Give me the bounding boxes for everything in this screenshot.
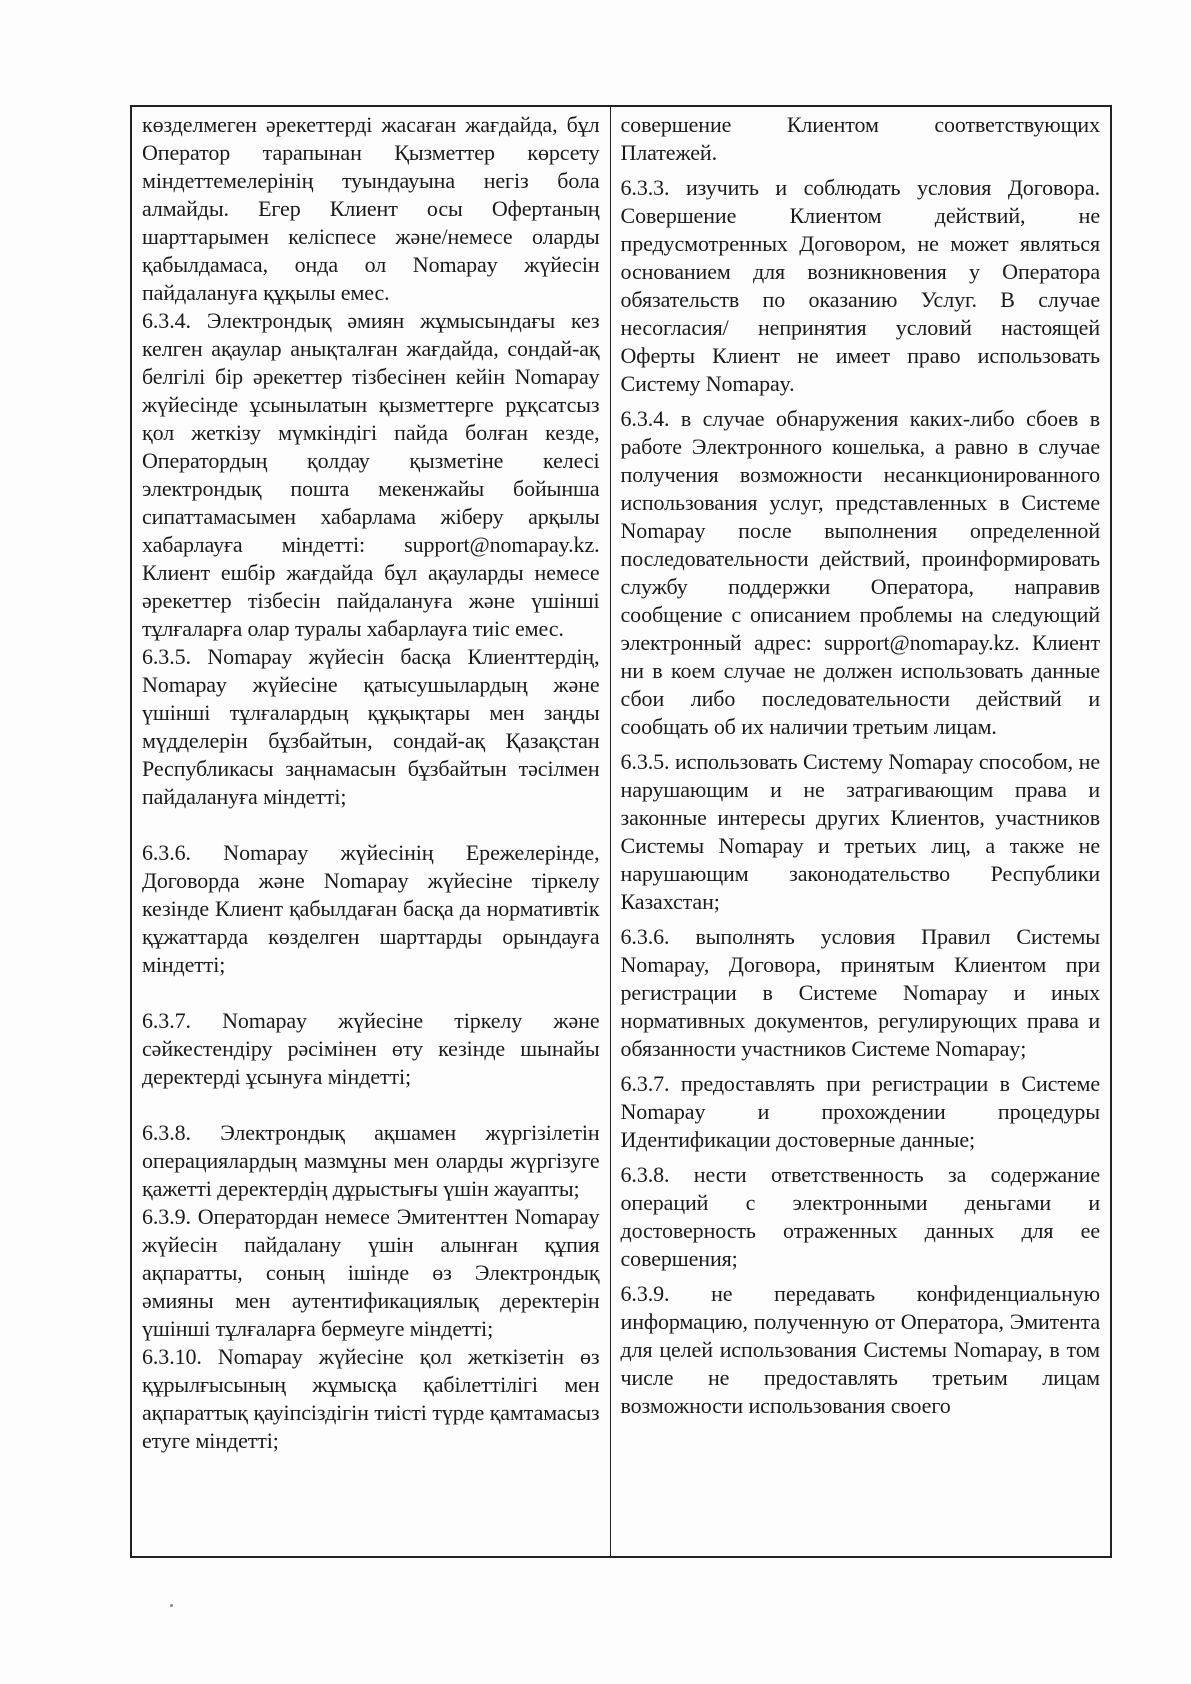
- ru-paragraph-continuation: совершение Клиентом соответствующих Платежей.: [620, 112, 1100, 165]
- kz-paragraph-6-3-8: 6.3.8. Электрондық ақшамен жүргізілетін операциялардың мазмұны мен оларды жүргізуге қажетті деректердің дұрыстығы үшін жауапты;: [142, 1120, 600, 1201]
- kz-paragraph-6-3-10: 6.3.10. Nomapay жүйесіне қол жеткізетін өз құрылғысының жұмысқа қабілеттілігі мен ақпараттық қауіпсіздігін тиісті түрде қамтамасыз етуге міндетті;: [142, 1344, 600, 1453]
- ru-paragraph-6-3-6: 6.3.6. выполнять условия Правил Системы Nomapay, Договора, принятым Клиентом при регистрации в Системе Nomapay и иных нормативных документов, регулирующих права и обязанности участников Системе Nomapay;: [620, 924, 1100, 1061]
- scan-speck: [170, 1604, 173, 1607]
- kz-paragraph-continuation: көзделмеген әрекеттерді жасаған жағдайда, бұл Оператор тарапынан Қызметтер көрсету міндеттемелерінің туындауына негіз бола алмайды. Егер Клиент осы Офертаның шарттарымен келіспесе және/немесе оларды қабылдамаса, онда ол Nomapay жүйесін пайдалануға құқылы емес.: [142, 112, 600, 305]
- kz-paragraph-6-3-4: 6.3.4. Электрондық әмиян жұмысындағы кез келген ақаулар анықталған жағдайда, сондай-ақ белгілі бір әрекеттер тізбесінен кейін Nomapay жүйесінде ұсынылатын қызметтерге рұқсатсыз қол жеткізу мүмкіндігі пайда болған кезде, Оператордың қолдау қызметіне келесі электрондық пошта мекенжайы бойынша сипаттамасымен хабарлама жіберу арқылы хабарлауға міндетті: support@nomapay.kz. Клиент ешбір жағдайда бұл ақауларды немесе әрекеттер тізбесін пайдалануға және үшінші тұлғаларға олар туралы хабарлауға тиіс емес.: [142, 308, 600, 641]
- kz-paragraph-6-3-7: 6.3.7. Nomapay жүйесіне тіркелу және сәйкестендіру рәсімінен өту кезінде шынайы деректерді ұсынуға міндетті;: [142, 1008, 600, 1089]
- kz-paragraph-6-3-6: 6.3.6. Nomapay жүйесінің Ережелерінде, Договорда және Nomapay жүйесіне тіркелу кезінде Клиент қабылдаған басқа да нормативтік құжаттарда көзделген шарттарды орындауға міндетті;: [142, 840, 600, 977]
- ru-paragraph-6-3-8: 6.3.8. нести ответственность за содержание операций с электронными деньгами и достоверность отраженных данных для ее совершения;: [620, 1162, 1100, 1271]
- ru-paragraph-6-3-3: 6.3.3. изучить и соблюдать условия Договора. Совершение Клиентом действий, не предусмотренных Договором, не может являться основанием для возникновения у Оператора обязательств по оказанию Услуг. В случае несогласия/ непринятия условий настоящей Оферты Клиент не имеет право использовать Систему Nomapay.: [620, 175, 1100, 396]
- russian-column: [611, 107, 1110, 1556]
- ru-paragraph-6-3-5: 6.3.5. использовать Систему Nomapay способом, не нарушающим и не затрагивающим права и законные интересы других Клиентов, участников Системы Nomapay и третьих лиц, а также не нарушающим законодательство Республики Казахстан;: [620, 749, 1100, 914]
- ru-paragraph-6-3-7: 6.3.7. предоставлять при регистрации в Системе Nomapay и прохождении процедуры Идентификации достоверные данные;: [620, 1071, 1100, 1152]
- ru-paragraph-6-3-4: 6.3.4. в случае обнаружения каких-либо сбоев в работе Электронного кошелька, а равно в случае получения возможности несанкционированного использования услуг, представленных в Системе Nomapay после выполнения определенной последовательности действий, проинформировать службу поддержки Оператора, направив сообщение с описанием проблемы на следующий электронный адрес: support@nomapay.kz. Клиент ни в коем случае не должен использовать данные сбои либо последовательности действий и сообщать об их наличии третьим лицам.: [620, 406, 1100, 739]
- kz-paragraph-6-3-9: 6.3.9. Оператордан немесе Эмитенттен Nomapay жүйесін пайдалану үшін алынған құпия ақпаратты, соның ішінде өз Электрондық әмияны мен аутентификациялық деректерін үшінші тұлғаларға бермеуге міндетті;: [142, 1204, 600, 1341]
- bilingual-table: [130, 105, 1112, 1558]
- kazakh-column: [132, 107, 611, 1556]
- ru-paragraph-6-3-9: 6.3.9. не передавать конфиденциальную информацию, полученную от Оператора, Эмитента для целей использования Системы Nomapay, в том числе не предоставлять третьим лицам возможности использования своего: [620, 1281, 1100, 1418]
- kz-paragraph-6-3-5: 6.3.5. Nomapay жүйесін басқа Клиенттердің, Nomapay жүйесіне қатысушылардың және үшінші тұлғалардың құқықтары мен заңды мүдделерін бұзбайтын, сондай-ақ Қазақстан Республикасы заңнамасын бұзбайтын тәсілмен пайдалануға міндетті;: [142, 644, 600, 809]
